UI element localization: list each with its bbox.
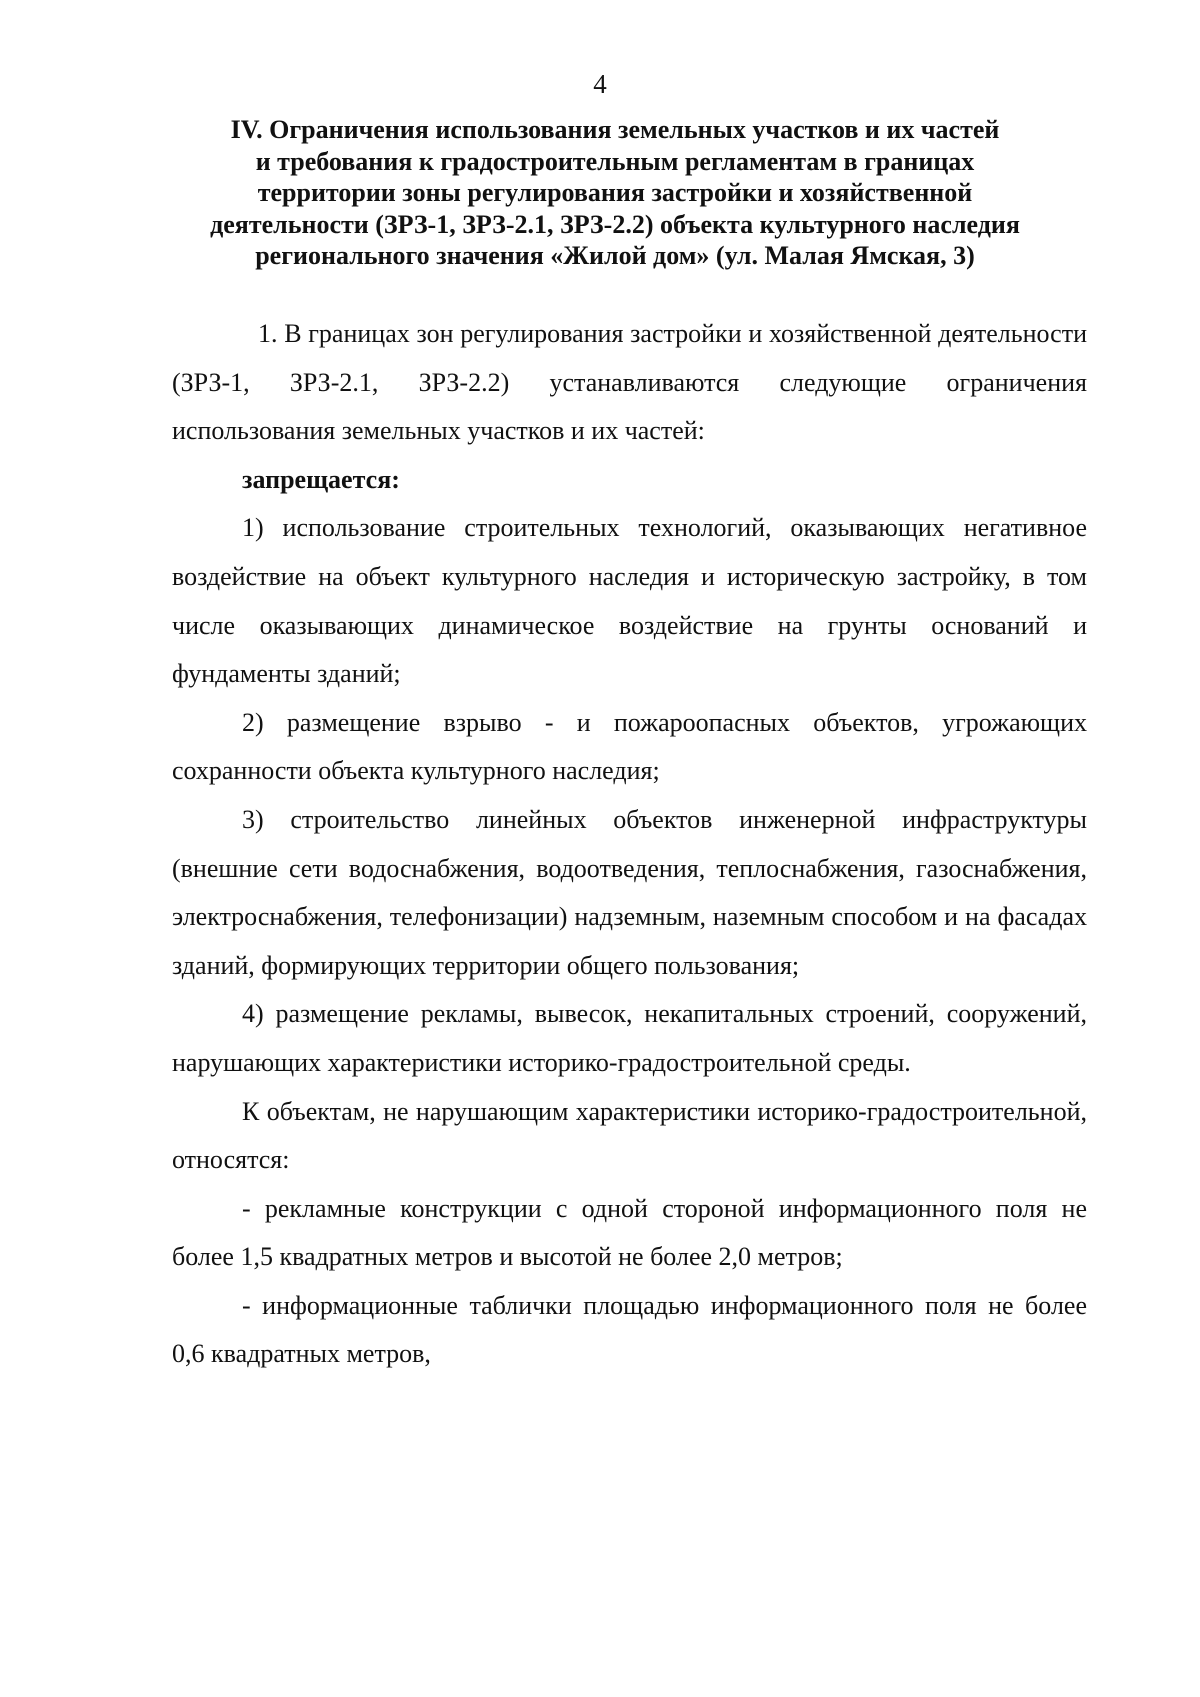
heading-line: деятельности (ЗРЗ-1, ЗРЗ-2.1, ЗРЗ-2.2) объекта культурного наследия	[210, 209, 1020, 239]
page-number: 4	[593, 69, 607, 99]
heading-line: IV. Ограничения использования земельных участков и их частей	[230, 115, 1000, 144]
paragraph-allowed-objects: К объектам, не нарушающим характеристики историко-градостроительной, относятся:	[172, 1096, 1087, 1175]
paragraph-prohibited-heading: запрещается:	[242, 464, 400, 494]
section-heading	[150, 114, 1080, 272]
paragraph-intro: 1. В границах зон регулирования застройки и хозяйственной деятельности (ЗРЗ-1, ЗРЗ-2.1, ЗРЗ-2.2) устанавливаются следующие ограничения использования земельных участков и их частей:	[172, 319, 1087, 446]
list-item-1: 1) использование строительных технологий, оказывающих негативное воздействие на объект культурного наследия и историческую застройку, в том числе оказывающих динамическое воздействие на грунты оснований и фундаменты зданий;	[172, 513, 1087, 689]
bullet-information-plates: - информационные таблички площадью информационного поля не более 0,6 квадратных метров,	[172, 1290, 1087, 1369]
document-body	[172, 310, 1087, 1379]
heading-line: регионального значения «Жилой дом» (ул. Малая Ямская, 3)	[255, 241, 975, 270]
heading-line: территории зоны регулирования застройки и хозяйственной	[257, 178, 973, 207]
bullet-advertising-structures: - рекламные конструкции с одной стороной информационного поля не более 1,5 квадратных метров и высотой не более 2,0 метров;	[172, 1193, 1087, 1272]
list-item-4: 4) размещение рекламы, вывесок, некапитальных строений, сооружений, нарушающих характеристики историко-градостроительной среды.	[172, 999, 1087, 1077]
list-item-2: 2) размещение взрыво - и пожароопасных объектов, угрожающих сохранности объекта культурного наследия;	[172, 707, 1087, 786]
list-item-3: 3) строительство линейных объектов инженерной инфраструктуры (внешние сети водоснабжения, водоотведения, теплоснабжения, газоснабжения, электроснабжения, телефонизации) надземным, наземным способом и на фасадах зданий, формирующих территории общего пользования;	[172, 804, 1087, 980]
heading-line: и требования к градостроительным регламентам в границах	[255, 146, 975, 176]
